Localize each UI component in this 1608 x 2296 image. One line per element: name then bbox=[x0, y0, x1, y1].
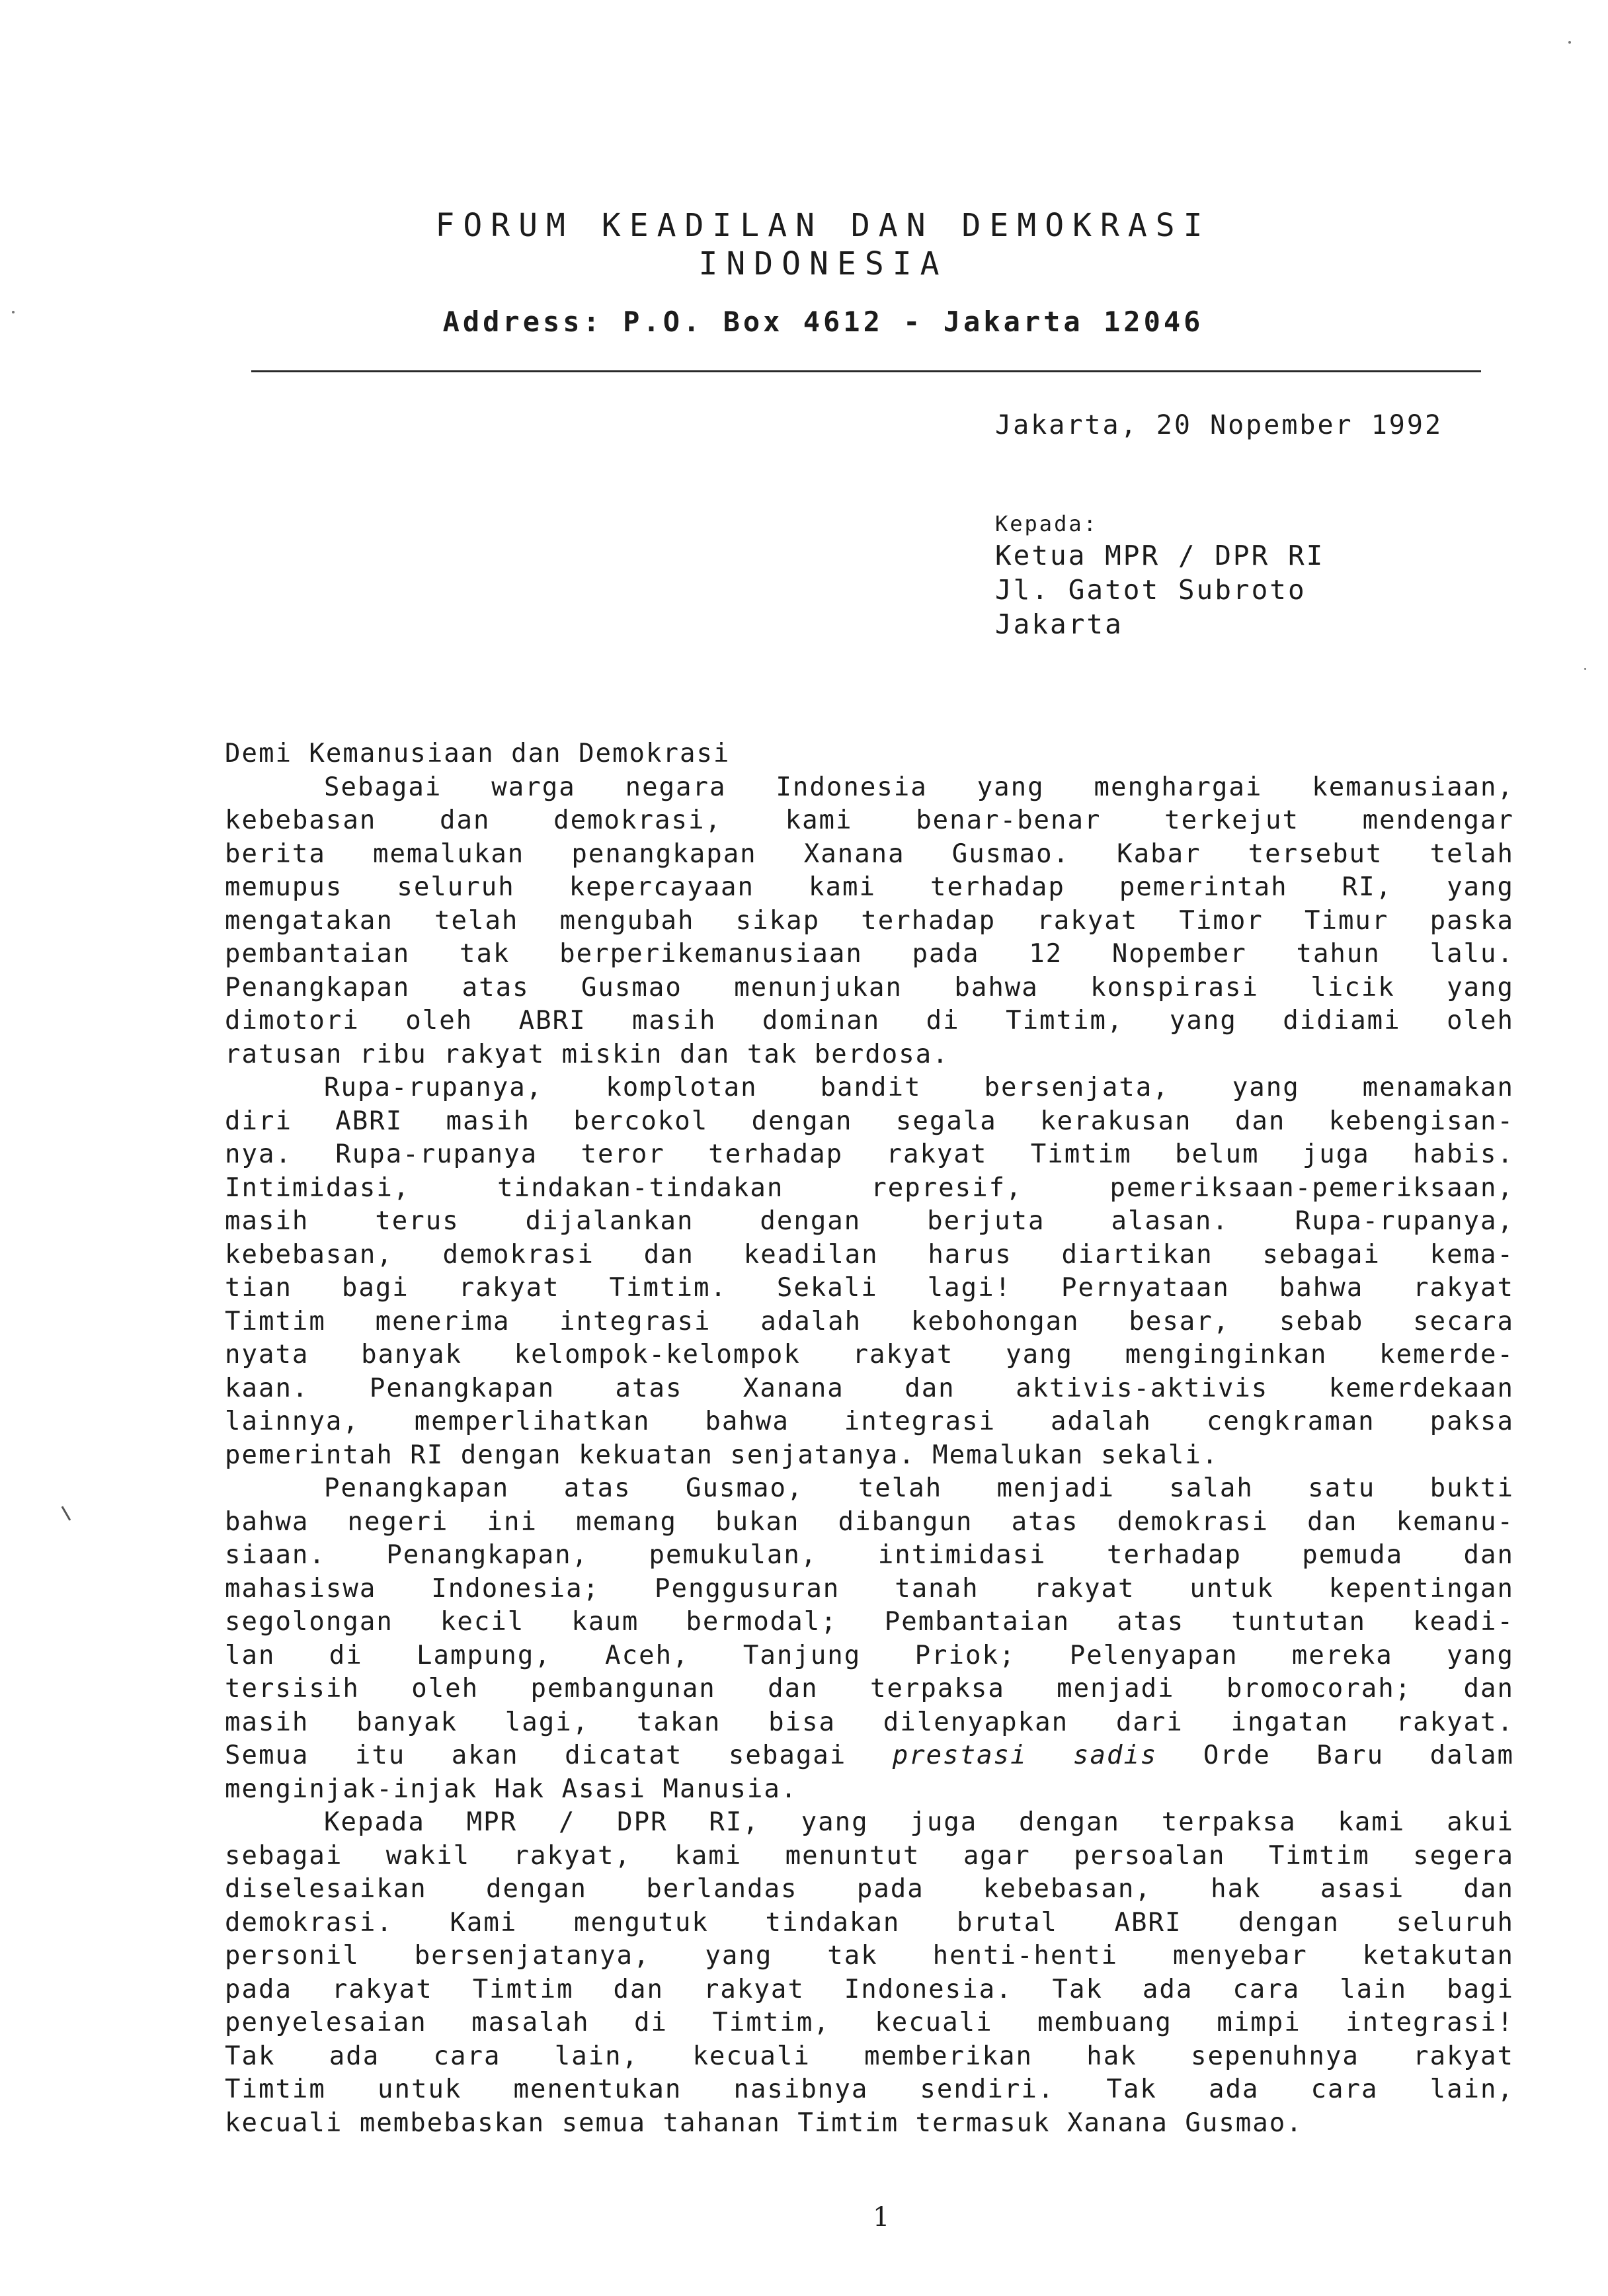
paragraph-3 bbox=[225, 1472, 1514, 1806]
recipient-block bbox=[995, 509, 1324, 641]
paragraph-1 bbox=[225, 771, 1514, 1072]
organization-title-line-2: INDONESIA bbox=[698, 245, 948, 282]
body-line: lainnya, memperlihatkan bahwa integrasi adalah cengkraman paksa bbox=[225, 1407, 1514, 1436]
body-line: diri ABRI masih bercokol dengan segala kerakusan dan kebengisan- bbox=[225, 1106, 1514, 1136]
body-line: Tak ada cara lain, kecuali memberikan hak sepenuhnya rakyat bbox=[225, 2041, 1514, 2071]
body-line: diselesaikan dengan berlandas pada kebebasan, hak asasi dan bbox=[225, 1874, 1514, 1904]
body-line: bahwa negeri ini memang bukan dibangun atas demokrasi dan kemanu- bbox=[225, 1506, 1514, 1537]
body-line: nyata banyak kelompok-kelompok rakyat yang menginginkan kemerde- bbox=[225, 1340, 1514, 1370]
body-line: Rupa-rupanya, komplotan bandit bersenjata, yang menamakan bbox=[324, 1073, 1514, 1102]
organization-title bbox=[218, 206, 1428, 283]
body-line: kaan. Penangkapan atas Xanana dan aktivis-aktivis kemerdekaan bbox=[225, 1373, 1514, 1403]
text-before-emphasis: Semua itu akan dicatat sebagai bbox=[225, 1741, 847, 1770]
body-line: lan di Lampung, Aceh, Tanjung Priok; Pelenyapan mereka yang bbox=[225, 1640, 1514, 1670]
body-line: Timtim menerima integrasi adalah kebohongan besar, sebab secara bbox=[225, 1306, 1514, 1336]
body-line: kebebasan dan demokrasi, kami benar-benar terkejut mendengar bbox=[225, 805, 1514, 835]
body-line: masih banyak lagi, takan bisa dilenyapkan dari ingatan rakyat. bbox=[225, 1707, 1514, 1737]
body-line: sebagai wakil rakyat, kami menuntut agar persoalan Timtim segera bbox=[225, 1840, 1514, 1871]
body-line: masih terus dijalankan dengan berjuta alasan. Rupa-rupanya, bbox=[225, 1206, 1514, 1236]
body-line: pembantaian tak berperikemanusiaan pada 12 Nopember tahun lalu. bbox=[225, 939, 1514, 969]
body-line: Sebagai warga negara Indonesia yang menghargai kemanusiaan, bbox=[324, 772, 1514, 802]
text-after-emphasis: Orde Baru dalam bbox=[1203, 1741, 1514, 1770]
scan-speck bbox=[1568, 41, 1571, 44]
page-number: 1 bbox=[873, 2202, 890, 2233]
body-line: mengatakan telah mengubah sikap terhadap rakyat Timor Timur paska bbox=[225, 905, 1514, 936]
body-line: tian bagi rakyat Timtim. Sekali lagi! Pernyataan bahwa rakyat bbox=[225, 1273, 1514, 1303]
paragraph-4 bbox=[225, 1806, 1514, 2140]
body-line: kebebasan, demokrasi dan keadilan harus diartikan sebagai kema- bbox=[225, 1239, 1514, 1270]
paragraph-2 bbox=[225, 1071, 1514, 1472]
body-line: mahasiswa Indonesia; Penggusuran tanah rakyat untuk kepentingan bbox=[225, 1573, 1514, 1604]
body-line: Penangkapan atas Gusmao, telah menjadi salah satu bukti bbox=[324, 1473, 1514, 1503]
body-line: dimotori oleh ABRI masih dominan di Timtim, yang didiami oleh bbox=[225, 1006, 1514, 1036]
body-line: berita memalukan penangkapan Xanana Gusmao. Kabar tersebut telah bbox=[225, 839, 1514, 869]
body-line: penyelesaian masalah di Timtim, kecuali membuang mimpi integrasi! bbox=[225, 2008, 1514, 2037]
body-line: Intimidasi, tindakan-tindakan represif, pemeriksaan-pemeriksaan, bbox=[225, 1172, 1514, 1203]
body-line-with-emphasis bbox=[225, 1739, 1514, 1773]
body-line: kecuali membebaskan semua tahanan Timtim termasuk Xanana Gusmao. bbox=[225, 2108, 1303, 2138]
letter-body bbox=[225, 737, 1514, 2140]
scan-speck bbox=[12, 311, 15, 313]
body-line: tersisih oleh pembangunan dan terpaksa menjadi bromocorah; dan bbox=[225, 1674, 1514, 1703]
salutation: Demi Kemanusiaan dan Demokrasi bbox=[225, 739, 731, 768]
recipient-line: Jl. Gatot Subroto bbox=[995, 574, 1306, 606]
body-line: memupus seluruh kepercayaan kami terhadap pemerintah RI, yang bbox=[225, 872, 1514, 902]
header-divider bbox=[251, 370, 1481, 372]
body-line: segolongan kecil kaum bermodal; Pembantaian atas tuntutan keadi- bbox=[225, 1607, 1514, 1637]
body-line: personil bersenjatanya, yang tak henti-henti menyebar ketakutan bbox=[225, 1941, 1514, 1971]
body-line: pemerintah RI dengan kekuatan senjatanya. Memalukan sekali. bbox=[225, 1440, 1219, 1470]
body-line: Penangkapan atas Gusmao menunjukan bahwa konspirasi licik yang bbox=[225, 972, 1514, 1003]
body-line: nya. Rupa-rupanya teror terhadap rakyat Timtim belum juga habis. bbox=[225, 1139, 1514, 1169]
organization-address: Address: P.O. Box 4612 - Jakarta 12046 bbox=[442, 306, 1204, 338]
recipient-line: Jakarta bbox=[995, 608, 1123, 640]
scan-speck bbox=[1584, 668, 1586, 670]
emphasized-phrase: prestasi sadis bbox=[892, 1741, 1158, 1770]
body-line: demokrasi. Kami mengutuk tindakan brutal ABRI dengan seluruh bbox=[225, 1907, 1514, 1938]
body-line: ratusan ribu rakyat miskin dan tak berdosa. bbox=[225, 1039, 949, 1069]
organization-title-line-1: FORUM KEADILAN DAN DEMOKRASI bbox=[435, 207, 1211, 244]
recipient-label: Kepada: bbox=[995, 511, 1098, 536]
recipient-line: Ketua MPR / DPR RI bbox=[995, 540, 1325, 571]
letter-date: Jakarta, 20 Nopember 1992 bbox=[995, 410, 1443, 440]
body-line: Timtim untuk menentukan nasibnya sendiri. Tak ada cara lain, bbox=[225, 2074, 1514, 2104]
body-line: siaan. Penangkapan, pemukulan, intimidasi terhadap pemuda dan bbox=[225, 1540, 1514, 1570]
body-line: pada rakyat Timtim dan rakyat Indonesia. Tak ada cara lain bagi bbox=[225, 1974, 1514, 2004]
body-line: menginjak-injak Hak Asasi Manusia. bbox=[225, 1774, 798, 1804]
scan-mark bbox=[61, 1504, 75, 1520]
body-line: Kepada MPR / DPR RI, yang juga dengan terpaksa kami akui bbox=[324, 1807, 1514, 1837]
